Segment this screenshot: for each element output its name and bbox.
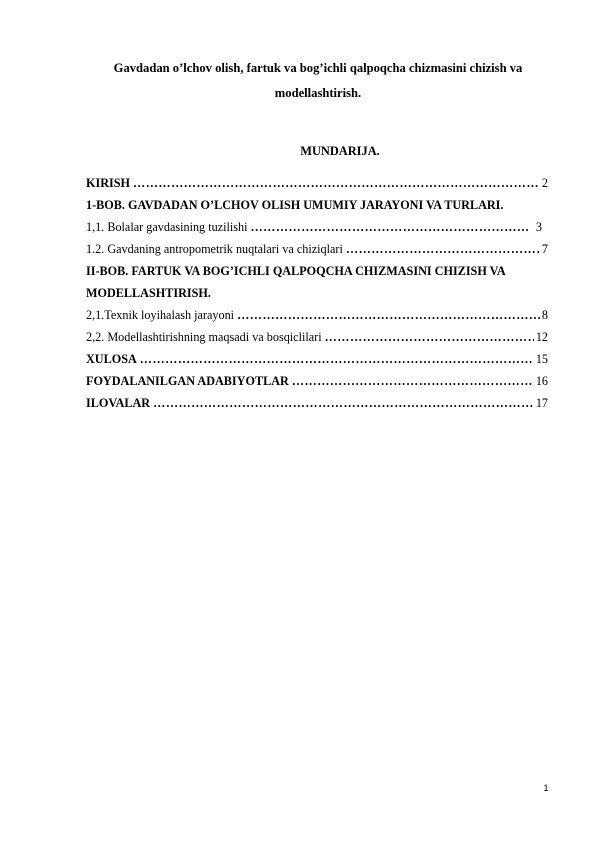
toc-entry-label: XULOSA	[86, 352, 137, 366]
toc-entry-kirish[interactable]	[86, 172, 548, 194]
toc-entry-adabiyotlar[interactable]	[86, 370, 548, 392]
toc-leader-dots	[322, 326, 534, 348]
toc-entry-label: 1,1. Bolalar gavdasining tuzilishi	[86, 220, 248, 234]
toc-entry-section-2-2[interactable]	[86, 326, 548, 348]
toc-entry-section-1-2[interactable]	[86, 238, 548, 260]
toc-entry-label: 2,1.Texnik loyihalash jarayoni	[86, 308, 235, 322]
toc-leader-dots	[343, 238, 540, 260]
toc-entry-label: FOYDALANILGAN ADABIYOTLAR	[86, 374, 289, 388]
toc-heading: MUNDARIJA.	[300, 144, 380, 158]
toc-leader-dots	[137, 348, 534, 370]
toc-entry-page: 17	[535, 396, 548, 410]
toc-entry-ilovalar[interactable]	[86, 392, 548, 414]
toc-entry-xulosa[interactable]	[86, 348, 548, 370]
page-number: 1	[543, 783, 549, 793]
toc-entry-label: 2,2. Modellashtirishning maqsadi va bosqiclilari	[86, 330, 322, 344]
toc-entry-label: ILOVALAR	[86, 396, 151, 410]
toc-entry-section-1-1[interactable]	[86, 216, 548, 238]
toc-entry-page: 12	[535, 330, 548, 344]
toc-leader-dots	[234, 304, 540, 326]
toc-entry-page: 2	[541, 176, 548, 190]
toc-leader-dots	[150, 392, 534, 414]
toc-entry-label: KIRISH	[86, 176, 131, 190]
toc-entry-page: 15	[535, 352, 548, 366]
toc-chapter-1[interactable]: 1-BOB. GAVDADAN O’LCHOV OLISH UMUMIY JARAYONI VA TURLARI.	[86, 198, 504, 212]
toc-entry-page: 16	[535, 374, 548, 388]
toc-leader-dots	[247, 216, 527, 238]
toc-entry-section-2-1[interactable]	[86, 304, 548, 326]
toc-entry-page: 7	[541, 242, 548, 256]
document-title: Gavdadan o’lchov olish, fartuk va bog’ichli qalpoqcha chizmasini chizish va modellashtirish.	[113, 61, 523, 100]
toc-entry-page: 8	[541, 308, 548, 322]
toc-leader-dots	[289, 370, 534, 392]
table-of-contents	[86, 172, 548, 414]
toc-entry-page: 3	[535, 220, 542, 234]
toc-entry-label: 1.2. Gavdaning antropometrik nuqtalari va chiziqlari	[86, 242, 343, 256]
toc-chapter-2[interactable]: II-BOB. FARTUK VA BOG’ICHLI QALPOQCHA CHIZMASINI CHIZISH VA MODELLASHTIRISH.	[86, 264, 505, 300]
toc-leader-dots	[130, 172, 540, 194]
